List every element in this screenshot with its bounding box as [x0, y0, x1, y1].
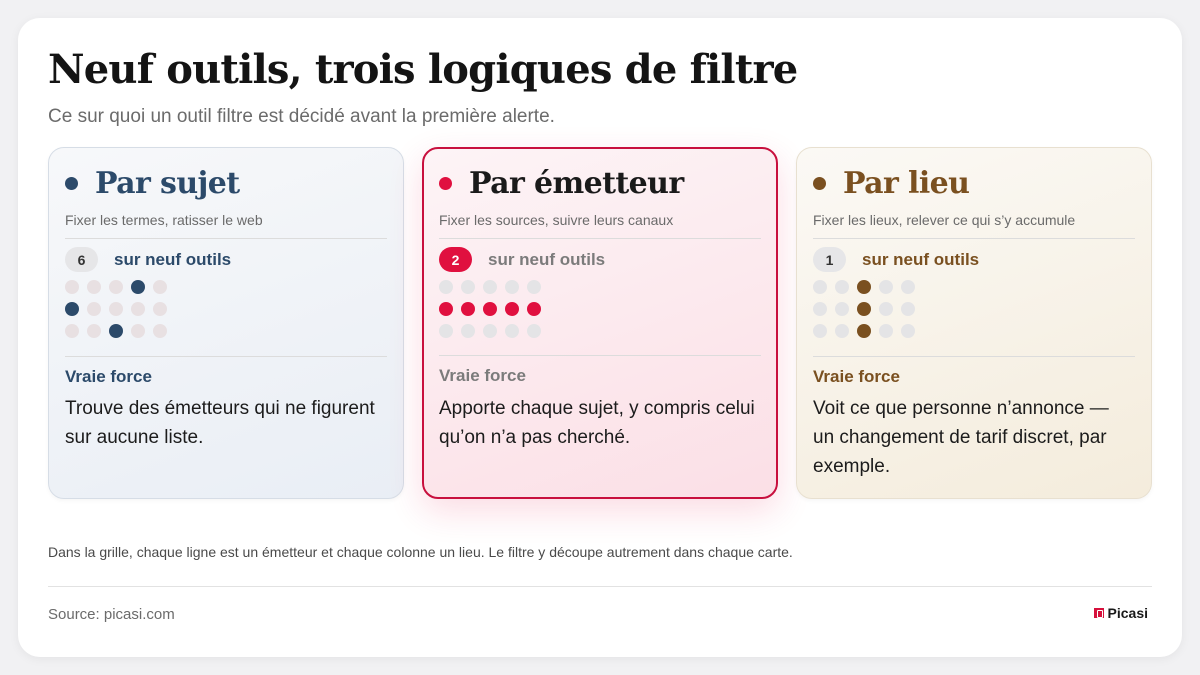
- grid-dot: [901, 302, 915, 316]
- grid-dot: [153, 302, 167, 316]
- grid-dot: [901, 324, 915, 338]
- strength-label: Vraie force: [439, 366, 526, 385]
- card-header: [813, 166, 969, 201]
- dot-grid: [813, 280, 933, 346]
- dot-grid: [65, 280, 185, 346]
- grid-dot-active: [131, 280, 145, 294]
- card-description: Fixer les lieux, relever ce qui s’y accumule: [813, 212, 1076, 228]
- grid-dot: [65, 324, 79, 338]
- grid-dot: [879, 324, 893, 338]
- grid-dot: [527, 324, 541, 338]
- card-description: Fixer les sources, suivre leurs canaux: [439, 212, 674, 228]
- bullet-dot-icon: [439, 177, 452, 190]
- strength-text: Trouve des émetteurs qui ne figurent sur aucune liste.: [65, 398, 375, 448]
- count-badge: 6: [65, 247, 98, 272]
- card-header: [65, 166, 240, 201]
- grid-dot: [483, 280, 497, 294]
- grid-dot: [153, 280, 167, 294]
- grid-dot: [109, 280, 123, 294]
- divider: [439, 355, 761, 356]
- grid-dot-active: [439, 302, 453, 316]
- brand-name: Picasi: [1107, 605, 1148, 621]
- page-subtitle: Ce sur quoi un outil filtre est décidé avant la première alerte.: [48, 106, 555, 127]
- grid-dot: [439, 324, 453, 338]
- grid-dot: [461, 324, 475, 338]
- strength-text: Apporte chaque sujet, y compris celui qu’on n’a pas cherché.: [439, 398, 755, 448]
- grid-dot: [505, 280, 519, 294]
- page-title: Neuf outils, trois logiques de filtre: [48, 46, 798, 93]
- grid-dot-active: [461, 302, 475, 316]
- grid-dot-active: [109, 324, 123, 338]
- grid-dot: [483, 324, 497, 338]
- grid-dot: [835, 280, 849, 294]
- grid-dot: [813, 280, 827, 294]
- grid-dot: [87, 302, 101, 316]
- grid-dot-active: [505, 302, 519, 316]
- card-par-sujet: [48, 147, 404, 499]
- card-title: Par lieu: [843, 166, 970, 201]
- card-title: Par sujet: [95, 166, 240, 201]
- grid-dot: [65, 280, 79, 294]
- grid-dot-active: [857, 302, 871, 316]
- grid-dot: [87, 324, 101, 338]
- brand-logo: [1094, 605, 1148, 621]
- count-badge: 2: [439, 247, 472, 272]
- tool-count: [813, 247, 979, 272]
- card-description: Fixer les termes, ratisser le web: [65, 212, 263, 228]
- grid-dot: [879, 280, 893, 294]
- divider: [65, 238, 387, 239]
- grid-dot: [835, 324, 849, 338]
- grid-dot: [879, 302, 893, 316]
- grid-dot: [527, 280, 541, 294]
- grid-dot: [835, 302, 849, 316]
- grid-dot-active: [527, 302, 541, 316]
- grid-dot: [153, 324, 167, 338]
- strength-label: Vraie force: [813, 367, 900, 386]
- count-badge: 1: [813, 247, 846, 272]
- bullet-dot-icon: [65, 177, 78, 190]
- grid-dot-active: [857, 280, 871, 294]
- count-label: sur neuf outils: [488, 249, 606, 269]
- grid-dot: [439, 280, 453, 294]
- tool-count: [65, 247, 231, 272]
- footnote: Dans la grille, chaque ligne est un émetteur et chaque colonne un lieu. Le filtre y découpe autrement dans chaque carte.: [48, 544, 793, 560]
- card-par-lieu: [796, 147, 1152, 499]
- strength-label: Vraie force: [65, 367, 152, 386]
- grid-dot-active: [65, 302, 79, 316]
- strength-text: Voit ce que personne n’annonce — un changement de tarif discret, par exemple.: [813, 398, 1109, 477]
- grid-dot: [109, 302, 123, 316]
- divider: [813, 238, 1135, 239]
- grid-dot: [813, 324, 827, 338]
- card-header: [439, 166, 684, 201]
- count-label: sur neuf outils: [862, 249, 980, 269]
- count-label: sur neuf outils: [114, 249, 232, 269]
- grid-dot: [87, 280, 101, 294]
- grid-dot: [131, 324, 145, 338]
- grid-dot-active: [483, 302, 497, 316]
- picasi-logo-icon: [1094, 608, 1104, 618]
- divider: [439, 238, 761, 239]
- grid-dot: [131, 302, 145, 316]
- grid-dot: [505, 324, 519, 338]
- grid-dot-active: [857, 324, 871, 338]
- divider: [65, 356, 387, 357]
- grid-dot: [813, 302, 827, 316]
- card-par-emetteur: [422, 147, 778, 499]
- tool-count: [439, 247, 605, 272]
- card-title: Par émetteur: [469, 166, 684, 201]
- bullet-dot-icon: [813, 177, 826, 190]
- divider: [813, 356, 1135, 357]
- footer-divider: [48, 586, 1152, 587]
- dot-grid: [439, 280, 559, 346]
- grid-dot: [901, 280, 915, 294]
- source-link[interactable]: Source: picasi.com: [48, 606, 175, 623]
- grid-dot: [461, 280, 475, 294]
